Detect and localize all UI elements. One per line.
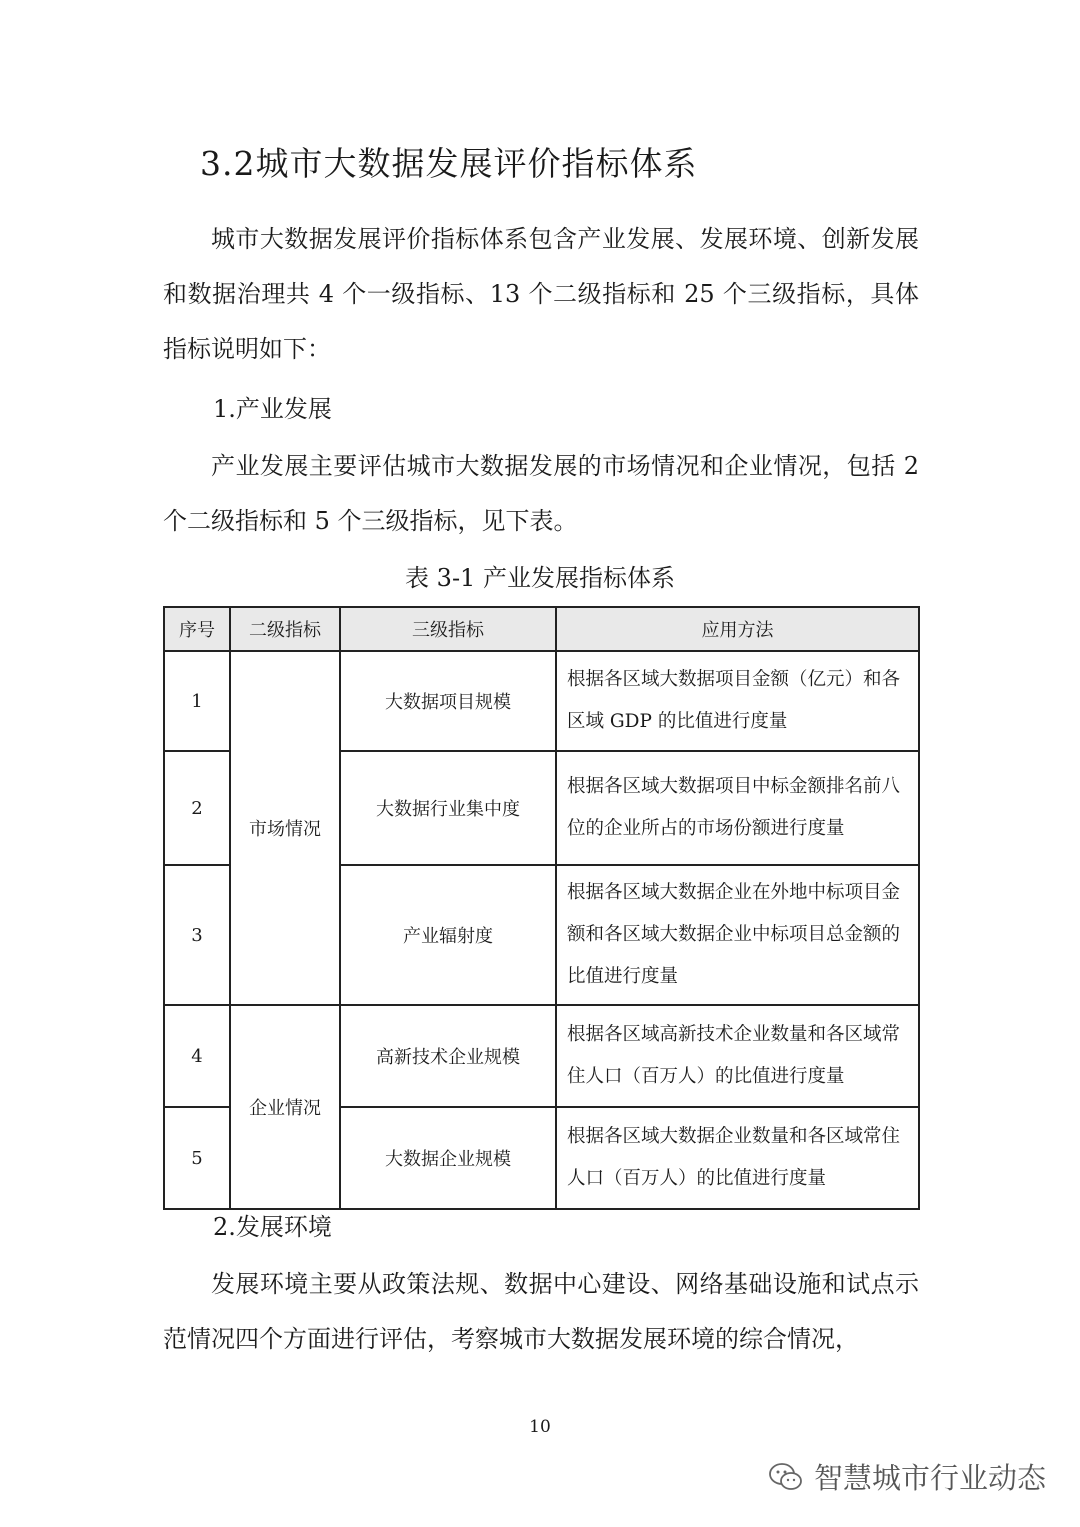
cell-no: 3 bbox=[164, 865, 230, 1005]
cell-indicator: 高新技术企业规模 bbox=[340, 1005, 556, 1107]
intro-paragraph: 城市大数据发展评价指标体系包含产业发展、发展环境、创新发展和数据治理共 4 个一级指标、13 个二级指标和 25 个三级指标，具体指标说明如下： bbox=[163, 225, 919, 363]
table-caption: 表 3-1 产业发展指标体系 bbox=[405, 564, 675, 592]
table-row bbox=[164, 1005, 919, 1107]
cell-method: 根据各区域大数据项目中标金额排名前八位的企业所占的市场份额进行度量 bbox=[556, 751, 919, 865]
cell-no: 1 bbox=[164, 651, 230, 751]
cell-method: 根据各区域大数据企业数量和各区域常住人口（百万人）的比值进行度量 bbox=[556, 1107, 919, 1209]
watermark-text: 智慧城市行业动态 bbox=[813, 1461, 1046, 1495]
cell-indicator: 大数据企业规模 bbox=[340, 1107, 556, 1209]
indicator-table bbox=[163, 606, 920, 1210]
section-heading: 3.2城市大数据发展评价指标体系 bbox=[200, 144, 698, 183]
subsection-title-environment: 2.发展环境 bbox=[213, 1213, 332, 1241]
cell-indicator: 大数据行业集中度 bbox=[340, 751, 556, 865]
header-no: 序号 bbox=[164, 607, 230, 651]
subsection-title-industry: 1.产业发展 bbox=[213, 395, 332, 423]
header-method: 应用方法 bbox=[556, 607, 919, 651]
cell-method: 根据各区域高新技术企业数量和各区域常住人口（百万人）的比值进行度量 bbox=[556, 1005, 919, 1107]
table-row bbox=[164, 651, 919, 751]
page-number: 10 bbox=[529, 1417, 551, 1437]
wechat-icon bbox=[768, 1462, 804, 1492]
cell-method: 根据各区域大数据项目金额（亿元）和各区域 GDP 的比值进行度量 bbox=[556, 651, 919, 751]
header-level2: 二级指标 bbox=[230, 607, 340, 651]
cell-no: 2 bbox=[164, 751, 230, 865]
cell-no: 4 bbox=[164, 1005, 230, 1107]
industry-paragraph: 产业发展主要评估城市大数据发展的市场情况和企业情况，包括 2 个二级指标和 5 个三级指标，见下表。 bbox=[163, 452, 919, 535]
watermark bbox=[768, 1456, 1046, 1497]
cell-group-market: 市场情况 bbox=[230, 651, 340, 1005]
table-header-row bbox=[164, 607, 919, 651]
cell-no: 5 bbox=[164, 1107, 230, 1209]
cell-indicator: 产业辐射度 bbox=[340, 865, 556, 1005]
header-level3: 三级指标 bbox=[340, 607, 556, 651]
cell-group-enterprise: 企业情况 bbox=[230, 1005, 340, 1209]
cell-method: 根据各区域大数据企业在外地中标项目金额和各区域大数据企业中标项目总金额的比值进行度量 bbox=[556, 865, 919, 1005]
environment-paragraph: 发展环境主要从政策法规、数据中心建设、网络基础设施和试点示范情况四个方面进行评估，考察城市大数据发展环境的综合情况， bbox=[163, 1270, 919, 1353]
cell-indicator: 大数据项目规模 bbox=[340, 651, 556, 751]
